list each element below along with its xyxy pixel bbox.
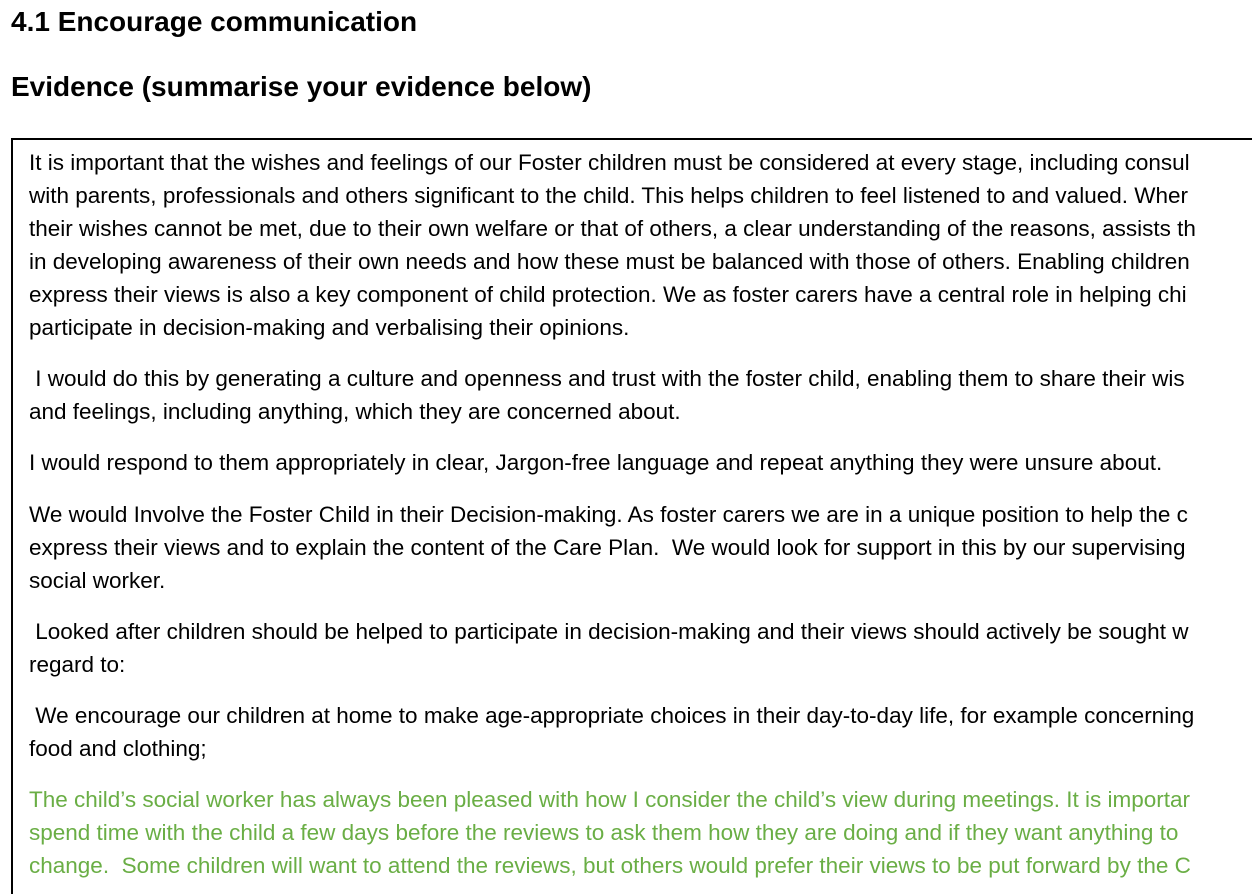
evidence-paragraph	[29, 615, 1188, 681]
paragraph-line: regard to:	[29, 652, 126, 677]
evidence-label: Evidence	[11, 71, 134, 102]
paragraph-line: Looked after children should be helped to participate in decision-making and their views should actively be sought w	[29, 619, 1189, 644]
paragraph-line: with parents, professionals and others significant to the child. This helps children to feel listened to and valued. Wher	[29, 183, 1188, 208]
evidence-paragraph	[29, 498, 1188, 597]
paragraph-line: The child’s social worker has always been pleased with how I consider the child’s view during meetings. It is importar	[29, 787, 1190, 812]
evidence-heading	[11, 71, 591, 103]
paragraph-line: and feelings, including anything, which they are concerned about.	[29, 399, 681, 424]
paragraph-line: spend time with the child a few days before the reviews to ask them how they are doing and if they want anything to	[29, 820, 1179, 845]
evidence-paragraph	[29, 446, 1162, 479]
evidence-paragraph	[29, 146, 1196, 344]
paragraph-line: participate in decision-making and verbalising their opinions.	[29, 315, 630, 340]
paragraph-line: social worker.	[29, 568, 166, 593]
paragraph-line: in developing awareness of their own needs and how these must be balanced with those of others. Enabling children	[29, 249, 1190, 274]
paragraph-line: We would Involve the Foster Child in their Decision-making. As foster carers we are in a unique position to help the c	[29, 502, 1188, 527]
section-heading: 4.1 Encourage communication	[11, 6, 418, 37]
paragraph-line: I would respond to them appropriately in clear, Jargon-free language and repeat anything they were unsure about.	[29, 450, 1163, 475]
paragraph-line: their wishes cannot be met, due to their own welfare or that of others, a clear understanding of the reasons, assists th	[29, 216, 1196, 241]
paragraph-line: change. Some children will want to attend the reviews, but others would prefer their views to be put forward by the C	[29, 853, 1191, 878]
evidence-paragraph	[29, 699, 1194, 765]
highlighted-evidence-paragraph	[29, 783, 1191, 882]
evidence-paragraph	[29, 362, 1185, 428]
paragraph-line: I would do this by generating a culture and openness and trust with the foster child, enabling them to share their wis	[29, 366, 1185, 391]
paragraph-line: express their views is also a key component of child protection. We as foster carers have a central role in helping chi	[29, 282, 1187, 307]
paragraph-line: It is important that the wishes and feelings of our Foster children must be considered at every stage, including consul	[29, 150, 1190, 175]
evidence-hint: (summarise your evidence below)	[133, 71, 592, 102]
paragraph-line: express their views and to explain the content of the Care Plan. We would look for support in this by our supervising	[29, 535, 1186, 560]
paragraph-line: food and clothing;	[29, 736, 207, 761]
paragraph-line: We encourage our children at home to make age-appropriate choices in their day-to-day life, for example concerning	[29, 703, 1195, 728]
